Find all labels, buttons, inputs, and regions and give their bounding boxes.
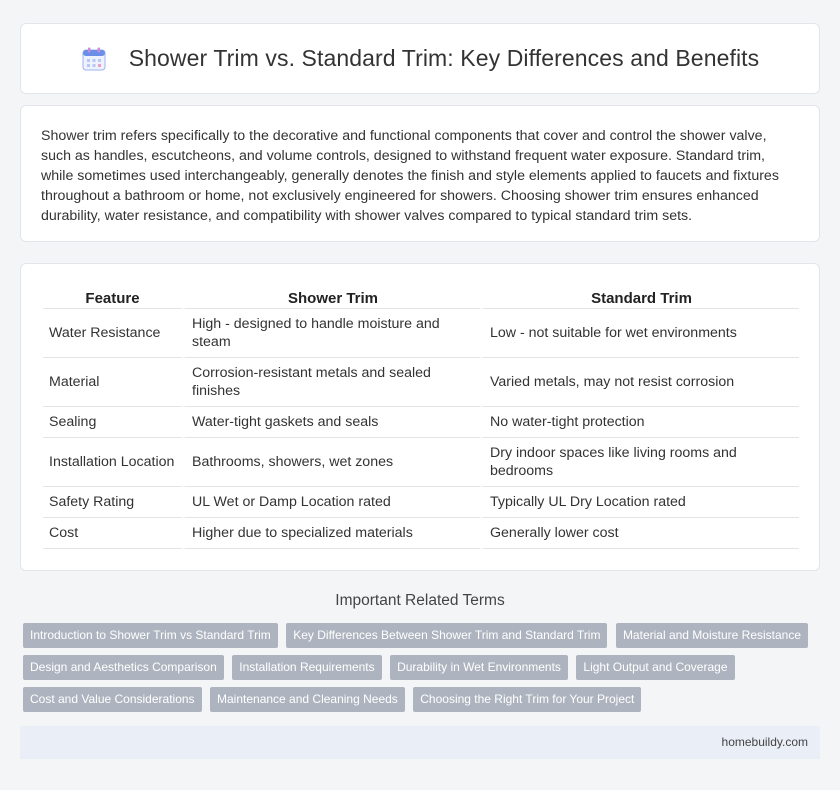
table-cell: No water-tight protection (480, 407, 799, 438)
table-row (43, 518, 799, 549)
related-term-tag[interactable]: Material and Moisture Resistance (616, 623, 808, 648)
table-cell: Cost (43, 518, 182, 549)
table-header-row (43, 284, 799, 309)
table-cell: High - designed to handle moisture and steam (182, 309, 480, 358)
related-term-tag[interactable]: Durability in Wet Environments (390, 655, 568, 680)
related-term-tag[interactable]: Cost and Value Considerations (23, 687, 202, 712)
intro-text: Shower trim refers specifically to the decorative and functional components that cover and control the shower valve, such as handles, escutcheons, and volume controls, designed to withstand frequent water exposure. Standard trim, while sometimes used interchangeably, generally denotes the finish and style elements applied to faucets and fixtures throughout a bathroom or home, not exclusively engineered for showers. Choosing shower trim ensures enhanced durability, water resistance, and compatibility with shower valves compared to typical standard trim sets. (41, 128, 779, 224)
related-term-tag[interactable]: Installation Requirements (232, 655, 381, 680)
table-cell: Low - not suitable for wet environments (480, 309, 799, 358)
table-cell: Varied metals, may not resist corrosion (480, 358, 799, 407)
table-cell: Bathrooms, showers, wet zones (182, 438, 480, 487)
related-term-tag[interactable]: Design and Aesthetics Comparison (23, 655, 224, 680)
calendar-icon (81, 46, 107, 72)
table-cell: Water Resistance (43, 309, 182, 358)
related-term-tag[interactable]: Introduction to Shower Trim vs Standard Trim (23, 623, 278, 648)
table-row (43, 438, 799, 487)
table-cell: Generally lower cost (480, 518, 799, 549)
footer (20, 726, 820, 759)
table-cell: Dry indoor spaces like living rooms and bedrooms (480, 438, 799, 487)
footer-site-link[interactable]: homebuildy.com (721, 735, 808, 749)
table-row (43, 309, 799, 358)
related-term-tag[interactable]: Light Output and Coverage (576, 655, 734, 680)
table-cell: UL Wet or Damp Location rated (182, 487, 480, 518)
page-title: Shower Trim vs. Standard Trim: Key Differences and Benefits (128, 45, 760, 71)
table-cell: Installation Location (43, 438, 182, 487)
table-cell: Material (43, 358, 182, 407)
table-cell: Typically UL Dry Location rated (480, 487, 799, 518)
comparison-table (43, 284, 799, 549)
table-row (43, 487, 799, 518)
table-row (43, 358, 799, 407)
table-row (43, 407, 799, 438)
related-term-tag[interactable]: Choosing the Right Trim for Your Project (413, 687, 641, 712)
related-terms-title: Important Related Terms (335, 592, 505, 609)
column-header: Shower Trim (182, 284, 480, 309)
table-cell: Water-tight gaskets and seals (182, 407, 480, 438)
related-terms-list (23, 623, 823, 719)
table-cell: Higher due to specialized materials (182, 518, 480, 549)
column-header: Feature (43, 284, 182, 309)
intro-section (20, 105, 820, 242)
comparison-table-card (20, 263, 820, 571)
table-cell: Safety Rating (43, 487, 182, 518)
related-term-tag[interactable]: Key Differences Between Shower Trim and Standard Trim (286, 623, 607, 648)
table-cell: Sealing (43, 407, 182, 438)
related-term-tag[interactable]: Maintenance and Cleaning Needs (210, 687, 405, 712)
page-header (20, 23, 820, 94)
column-header: Standard Trim (480, 284, 799, 309)
table-cell: Corrosion-resistant metals and sealed finishes (182, 358, 480, 407)
